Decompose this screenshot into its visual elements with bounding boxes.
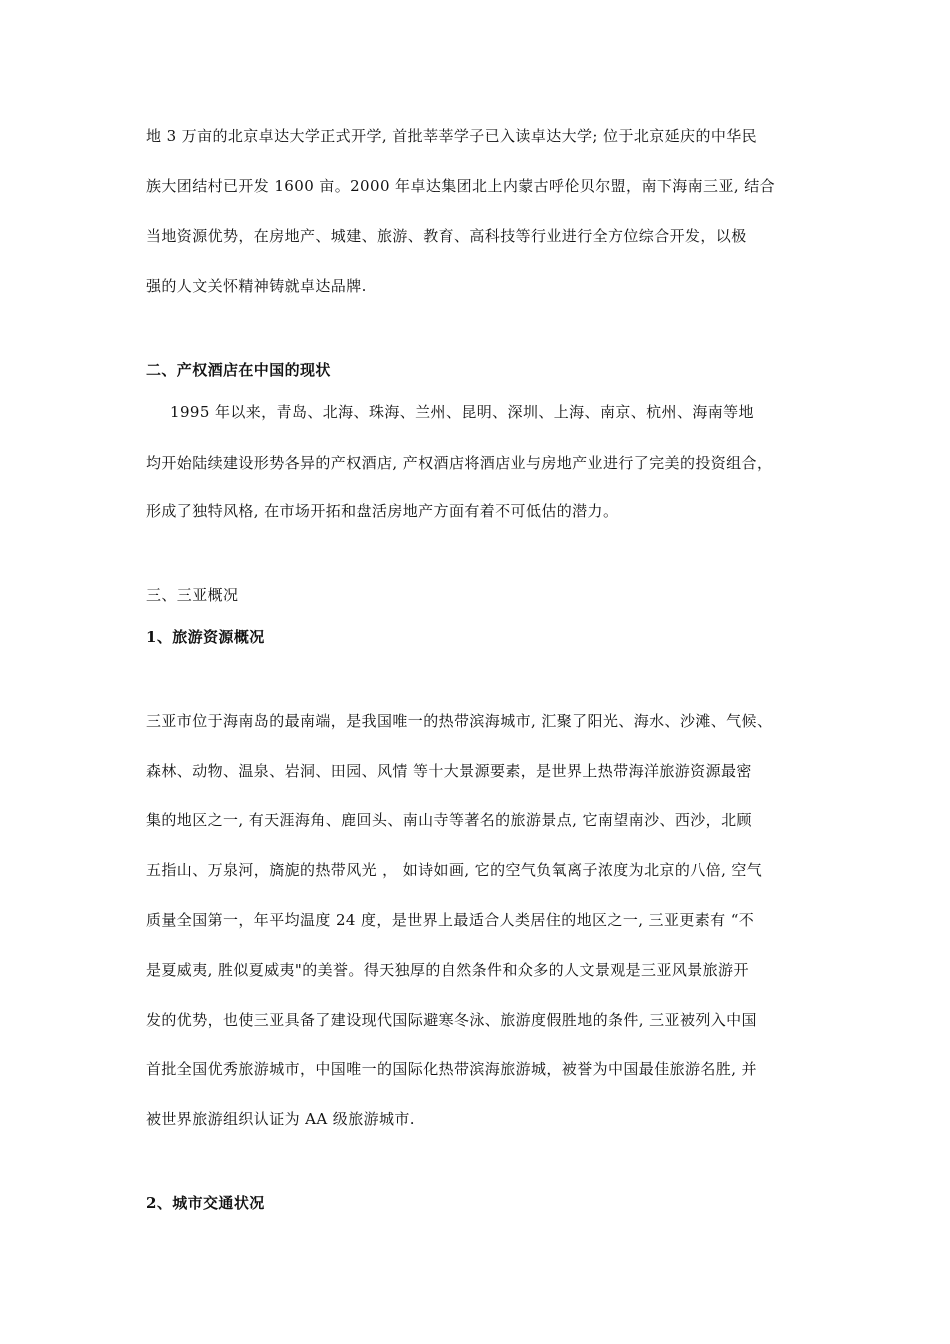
subsection-1-line-4: 五指山、万泉河，旖旎的热带风光 ， 如诗如画, 它的空气负氧离子浓度为北京的八倍, 空气 (146, 861, 763, 879)
intro-line-2: 族大团结村已开发 1600 亩。2000 年卓达集团北上内蒙古呼伦贝尔盟，南下海南三亚, 结合 (146, 177, 775, 195)
subsection-1-line-2: 森林、动物、温泉、岩洞、田园、风情 等十大景源要素，是世界上热带海洋旅游资源最密 (146, 762, 752, 780)
section-2-line-3: 形成了独特风格, 在市场开拓和盘活房地产方面有着不可低估的潜力。 (146, 502, 619, 520)
subsection-1-line-3: 集的地区之一, 有天涯海角、鹿回头、南山寺等著名的旅游景点, 它南望南沙、西沙，北顾 (146, 811, 752, 829)
subsection-2-heading: 2、城市交通状况 (146, 1194, 265, 1212)
section-2-line-2: 均开始陆续建设形势各异的产权酒店, 产权酒店将酒店业与房地产业进行了完美的投资组合， (146, 454, 773, 472)
subsection-1-line-1: 三亚市位于海南岛的最南端，是我国唯一的热带滨海城市, 汇聚了阳光、海水、沙滩、气候、 (146, 712, 773, 730)
intro-line-3: 当地资源优势，在房地产、城建、旅游、教育、高科技等行业进行全方位综合开发，以极 (146, 227, 747, 245)
subsection-1-line-5: 质量全国第一，年平均温度 24 度，是世界上最适合人类居住的地区之一, 三亚更素有 “不 (146, 911, 755, 929)
subsection-1-line-7: 发的优势，也使三亚具备了建设现代国际避寒冬泳、旅游度假胜地的条件, 三亚被列入中国 (146, 1011, 757, 1029)
subsection-1-heading: 1、旅游资源概况 (146, 628, 265, 646)
section-3-heading: 三、三亚概况 (146, 586, 239, 604)
subsection-1-line-9: 被世界旅游组织认证为 AA 级旅游城市. (146, 1110, 415, 1128)
intro-line-1: 地 3 万亩的北京卓达大学正式开学, 首批莘莘学子已入读卓达大学; 位于北京延庆的中华民 (146, 127, 758, 145)
subsection-1-line-6: 是夏威夷, 胜似夏威夷"的美誉。得天独厚的自然条件和众多的人文景观是三亚风景旅游开 (146, 961, 749, 979)
section-2-heading: 二、产权酒店在中国的现状 (146, 361, 331, 379)
subsection-1-line-8: 首批全国优秀旅游城市，中国唯一的国际化热带滨海旅游城，被誉为中国最佳旅游名胜, 并 (146, 1060, 757, 1078)
section-2-line-1: 1995 年以来，青岛、北海、珠海、兰州、昆明、深圳、上海、南京、杭州、海南等地 (170, 403, 754, 421)
intro-line-4: 强的人文关怀精神铸就卓达品牌. (146, 277, 367, 295)
